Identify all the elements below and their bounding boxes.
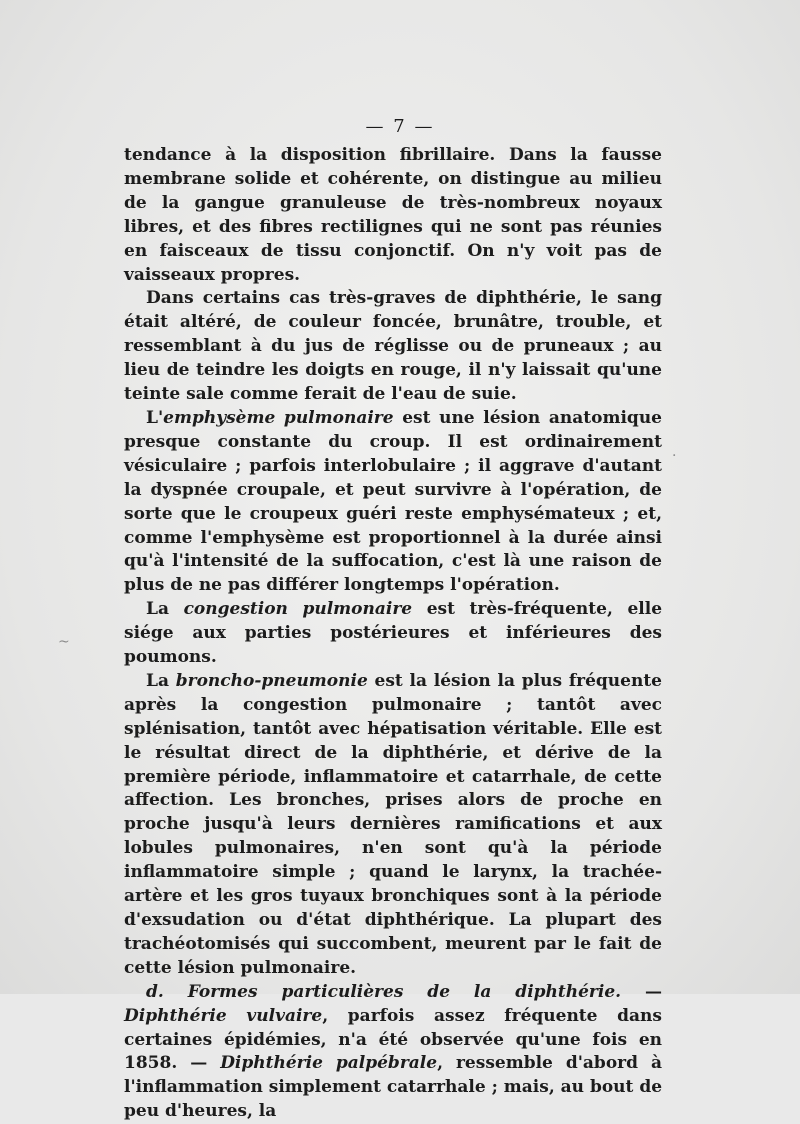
paragraph-4 xyxy=(124,598,662,670)
paragraph-4-pre: La xyxy=(146,599,184,620)
paragraph-3 xyxy=(124,407,662,598)
term-diphtherie-vulvaire: Diphthérie vulvaire xyxy=(124,1005,323,1026)
body-text xyxy=(124,144,662,1124)
paragraph-5-rest: est la lésion la plus fréquente après la congestion pulmonaire ; tantôt avec splénisation, tantôt avec hépatisation véritable. Elle est le résultat direct de la diphthérie, et dérive de la première période, inflammatoire et catarrhale, de cette affection. Les bronches, prises alors de proche en proche jusqu'à leurs dernières ramifications et aux lobules pulmonaires, n'en sont qu'à la période inflammatoire simple ; quand le larynx, la trachée-artère et les gros tuyaux bronchiques sont à la période d'exsudation ou d'état diphthérique. La plupart des trachéotomisés qui succombent, meurent par le fait de cette lésion pulmonaire. xyxy=(124,670,662,978)
paragraph-3-pre: L' xyxy=(146,407,164,428)
paragraph-6-mid-2: , parfois assez fréquente dans certaines épidémies, n'a été observée qu'une fois en 1858. — xyxy=(124,1005,662,1074)
term-diphtherie-palpebrale: Diphthérie palpébrale xyxy=(220,1053,438,1074)
margin-mark-right: · xyxy=(672,448,677,464)
paragraph-5 xyxy=(124,670,662,981)
paragraph-6-mid-1: — xyxy=(621,981,663,1002)
term-broncho-pneumonie: broncho-pneumonie xyxy=(175,670,368,691)
margin-mark-left: ~ xyxy=(58,634,70,650)
page-number: — 7 — xyxy=(365,116,435,137)
paragraph-6 xyxy=(124,981,662,1124)
paragraph-1: tendance à la disposition fibrillaire. Dans la fausse membrane solide et cohérente, on distingue au milieu de la gangue granuleuse de très-nombreux noyaux libres, et des fibres rectilignes qui ne sont pas réunies en faisceaux de tissu conjonctif. On n'y voit pas de vaisseaux propres. xyxy=(124,145,662,285)
paragraph-3-rest: est une lésion anatomique presque constante du croup. Il est ordinairement vésiculaire ; parfois interlobulaire ; il aggrave d'autant la dyspnée croupale, et peut survivre à l'opération, de sorte que le croupeux guéri reste emphysémateux ; et, comme l'emphysème est proportionnel à la durée ainsi qu'à l'intensité de la suffocation, c'est là une raison de plus de ne pas différer longtemps l'opération. xyxy=(124,407,662,596)
term-congestion: congestion pulmonaire xyxy=(183,599,413,620)
paragraph-6-rest: , ressemble d'abord à l'inflammation simplement catarrhale ; mais, au bout de peu d'heures, la xyxy=(124,1053,663,1122)
paragraph-4-rest: est très-fréquente, elle siége aux parties postérieures et inférieures des poumons. xyxy=(124,599,663,668)
paragraph-5-pre: La xyxy=(146,670,176,691)
paragraph-2: Dans certains cas très-graves de diphthérie, le sang était altéré, de couleur foncée, brunâtre, trouble, et ressemblant à du jus de réglisse ou de pruneaux ; au lieu de teindre les doigts en rouge, il n'y laissait qu'une teinte sale comme ferait de l'eau de suie. xyxy=(124,288,662,405)
term-emphyseme: emphysème pulmonaire xyxy=(163,407,394,428)
section-heading-formes: d. Formes particulières de la diphthérie. xyxy=(146,981,622,1002)
